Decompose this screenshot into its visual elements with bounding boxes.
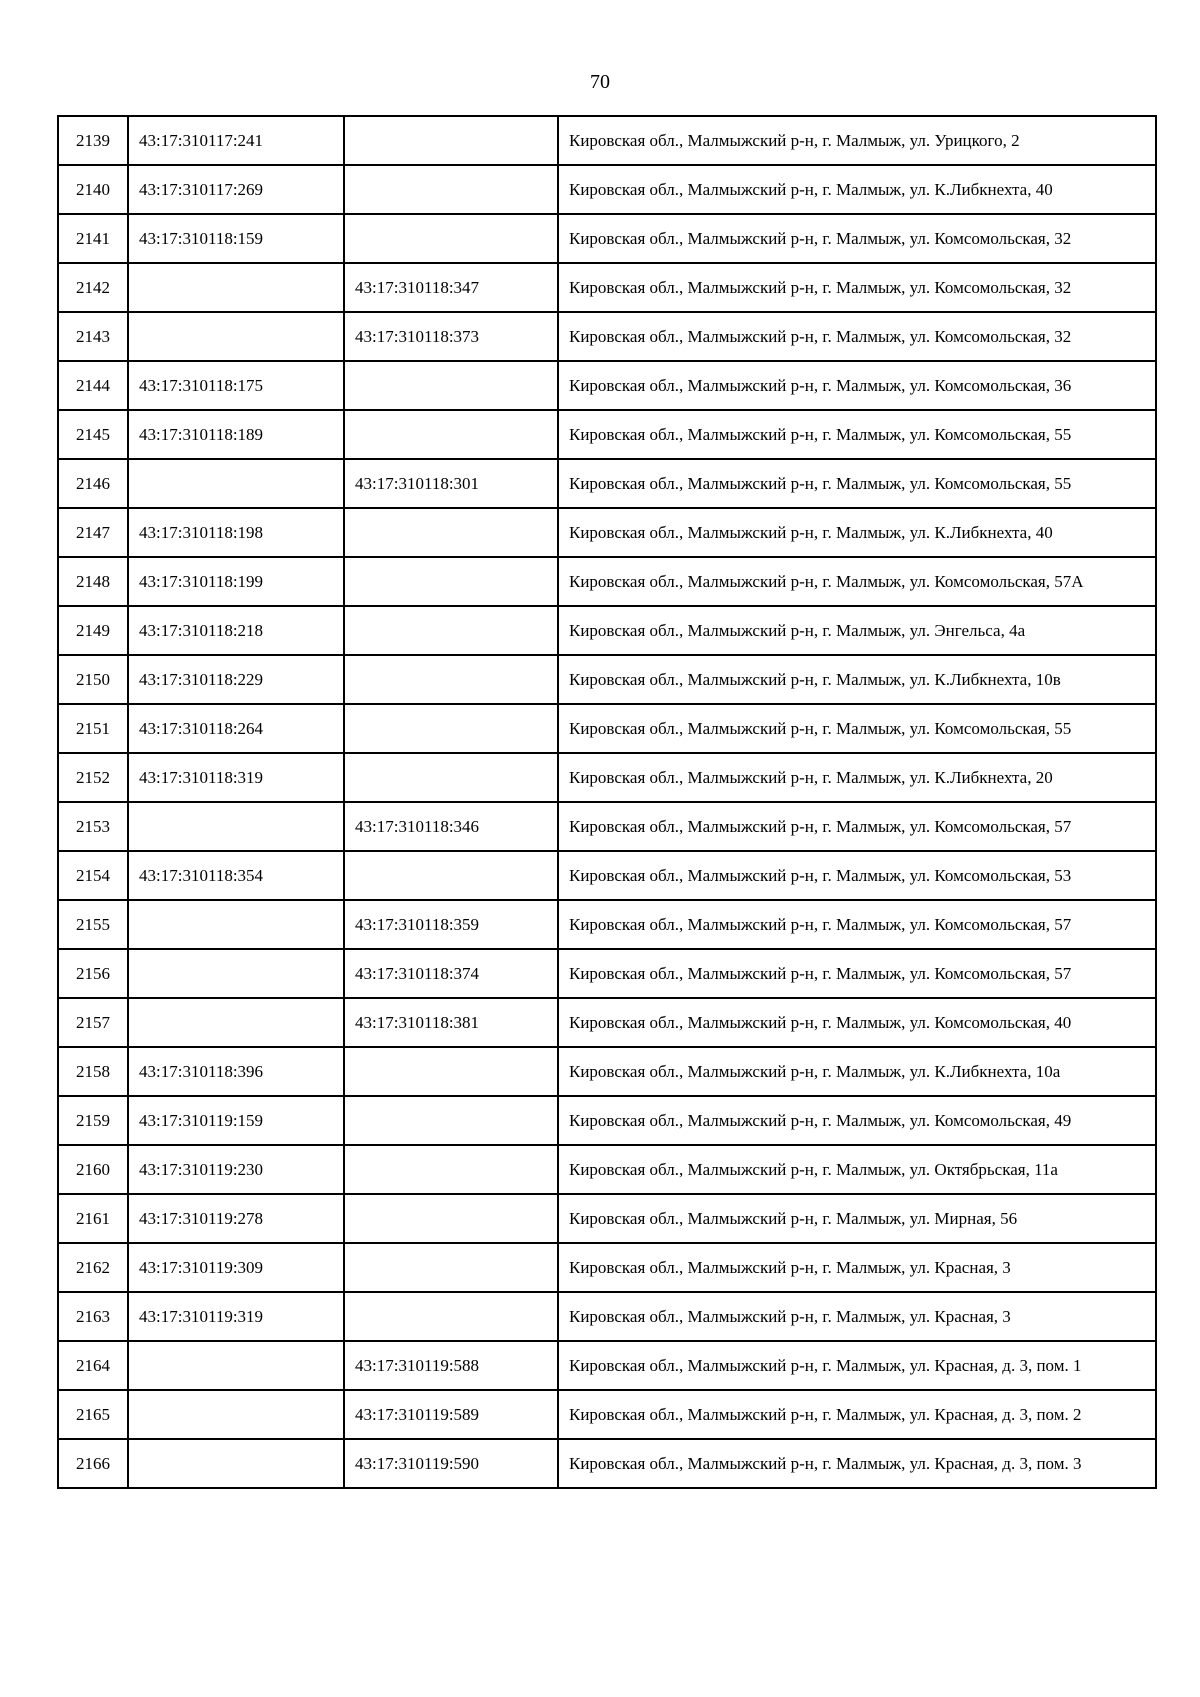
building-cadastral-number-cell xyxy=(344,557,558,606)
address-cell: Кировская обл., Малмыжский р-н, г. Малмыж, ул. Комсомольская, 55 xyxy=(558,459,1156,508)
land-cadastral-number-cell xyxy=(128,900,344,949)
land-cadastral-number-cell: 43:17:310118:354 xyxy=(128,851,344,900)
registry-table-body xyxy=(58,116,1156,1488)
page-number: 70 xyxy=(590,71,610,93)
building-cadastral-number-cell xyxy=(344,165,558,214)
land-cadastral-number-cell: 43:17:310119:159 xyxy=(128,1096,344,1145)
building-cadastral-number-cell xyxy=(344,1292,558,1341)
land-cadastral-number-cell: 43:17:310118:218 xyxy=(128,606,344,655)
table-row xyxy=(58,361,1156,410)
land-cadastral-number-cell: 43:17:310118:396 xyxy=(128,1047,344,1096)
address-cell: Кировская обл., Малмыжский р-н, г. Малмыж, ул. Комсомольская, 36 xyxy=(558,361,1156,410)
address-cell: Кировская обл., Малмыжский р-н, г. Малмыж, ул. Энгельса, 4а xyxy=(558,606,1156,655)
row-number-cell: 2156 xyxy=(58,949,128,998)
land-cadastral-number-cell xyxy=(128,1390,344,1439)
building-cadastral-number-cell xyxy=(344,1194,558,1243)
building-cadastral-number-cell: 43:17:310118:301 xyxy=(344,459,558,508)
table-row xyxy=(58,1439,1156,1488)
row-number-cell: 2150 xyxy=(58,655,128,704)
table-row xyxy=(58,557,1156,606)
land-cadastral-number-cell xyxy=(128,1439,344,1488)
table-row xyxy=(58,459,1156,508)
building-cadastral-number-cell: 43:17:310119:590 xyxy=(344,1439,558,1488)
table-row xyxy=(58,1292,1156,1341)
building-cadastral-number-cell: 43:17:310119:589 xyxy=(344,1390,558,1439)
row-number-cell: 2144 xyxy=(58,361,128,410)
row-number-cell: 2160 xyxy=(58,1145,128,1194)
land-cadastral-number-cell xyxy=(128,312,344,361)
land-cadastral-number-cell: 43:17:310118:159 xyxy=(128,214,344,263)
building-cadastral-number-cell xyxy=(344,655,558,704)
land-cadastral-number-cell xyxy=(128,949,344,998)
address-cell: Кировская обл., Малмыжский р-н, г. Малмыж, ул. Комсомольская, 57 xyxy=(558,900,1156,949)
row-number-cell: 2163 xyxy=(58,1292,128,1341)
address-cell: Кировская обл., Малмыжский р-н, г. Малмыж, ул. Комсомольская, 32 xyxy=(558,263,1156,312)
address-cell: Кировская обл., Малмыжский р-н, г. Малмыж, ул. Комсомольская, 55 xyxy=(558,704,1156,753)
table-row xyxy=(58,900,1156,949)
row-number-cell: 2157 xyxy=(58,998,128,1047)
address-cell: Кировская обл., Малмыжский р-н, г. Малмыж, ул. К.Либкнехта, 10а xyxy=(558,1047,1156,1096)
row-number-cell: 2151 xyxy=(58,704,128,753)
land-cadastral-number-cell: 43:17:310118:199 xyxy=(128,557,344,606)
address-cell: Кировская обл., Малмыжский р-н, г. Малмыж, ул. Комсомольская, 40 xyxy=(558,998,1156,1047)
table-row xyxy=(58,1341,1156,1390)
row-number-cell: 2149 xyxy=(58,606,128,655)
building-cadastral-number-cell: 43:17:310118:346 xyxy=(344,802,558,851)
building-cadastral-number-cell xyxy=(344,1047,558,1096)
building-cadastral-number-cell xyxy=(344,214,558,263)
table-row xyxy=(58,508,1156,557)
building-cadastral-number-cell xyxy=(344,851,558,900)
land-cadastral-number-cell: 43:17:310117:269 xyxy=(128,165,344,214)
building-cadastral-number-cell xyxy=(344,1145,558,1194)
table-row xyxy=(58,949,1156,998)
building-cadastral-number-cell: 43:17:310119:588 xyxy=(344,1341,558,1390)
row-number-cell: 2154 xyxy=(58,851,128,900)
table-row xyxy=(58,1194,1156,1243)
row-number-cell: 2142 xyxy=(58,263,128,312)
building-cadastral-number-cell xyxy=(344,116,558,165)
address-cell: Кировская обл., Малмыжский р-н, г. Малмыж, ул. Комсомольская, 57 xyxy=(558,949,1156,998)
row-number-cell: 2145 xyxy=(58,410,128,459)
address-cell: Кировская обл., Малмыжский р-н, г. Малмыж, ул. Комсомольская, 32 xyxy=(558,214,1156,263)
building-cadastral-number-cell xyxy=(344,1096,558,1145)
row-number-cell: 2158 xyxy=(58,1047,128,1096)
land-cadastral-number-cell: 43:17:310118:175 xyxy=(128,361,344,410)
address-cell: Кировская обл., Малмыжский р-н, г. Малмыж, ул. Комсомольская, 53 xyxy=(558,851,1156,900)
building-cadastral-number-cell: 43:17:310118:347 xyxy=(344,263,558,312)
address-cell: Кировская обл., Малмыжский р-н, г. Малмыж, ул. Комсомольская, 57 xyxy=(558,802,1156,851)
row-number-cell: 2152 xyxy=(58,753,128,802)
address-cell: Кировская обл., Малмыжский р-н, г. Малмыж, ул. Красная, 3 xyxy=(558,1292,1156,1341)
land-cadastral-number-cell: 43:17:310118:198 xyxy=(128,508,344,557)
land-cadastral-number-cell xyxy=(128,1341,344,1390)
land-cadastral-number-cell: 43:17:310118:264 xyxy=(128,704,344,753)
row-number-cell: 2165 xyxy=(58,1390,128,1439)
row-number-cell: 2162 xyxy=(58,1243,128,1292)
land-cadastral-number-cell: 43:17:310119:309 xyxy=(128,1243,344,1292)
address-cell: Кировская обл., Малмыжский р-н, г. Малмыж, ул. Комсомольская, 32 xyxy=(558,312,1156,361)
table-row xyxy=(58,1145,1156,1194)
row-number-cell: 2147 xyxy=(58,508,128,557)
address-cell: Кировская обл., Малмыжский р-н, г. Малмыж, ул. Комсомольская, 57А xyxy=(558,557,1156,606)
land-cadastral-number-cell xyxy=(128,802,344,851)
row-number-cell: 2141 xyxy=(58,214,128,263)
row-number-cell: 2143 xyxy=(58,312,128,361)
row-number-cell: 2161 xyxy=(58,1194,128,1243)
table-row xyxy=(58,1390,1156,1439)
table-row xyxy=(58,606,1156,655)
table-row xyxy=(58,998,1156,1047)
building-cadastral-number-cell xyxy=(344,704,558,753)
row-number-cell: 2153 xyxy=(58,802,128,851)
land-cadastral-number-cell: 43:17:310118:189 xyxy=(128,410,344,459)
row-number-cell: 2166 xyxy=(58,1439,128,1488)
building-cadastral-number-cell: 43:17:310118:359 xyxy=(344,900,558,949)
address-cell: Кировская обл., Малмыжский р-н, г. Малмыж, ул. Комсомольская, 55 xyxy=(558,410,1156,459)
table-row xyxy=(58,1096,1156,1145)
address-cell: Кировская обл., Малмыжский р-н, г. Малмыж, ул. Красная, д. 3, пом. 1 xyxy=(558,1341,1156,1390)
building-cadastral-number-cell: 43:17:310118:373 xyxy=(344,312,558,361)
building-cadastral-number-cell: 43:17:310118:374 xyxy=(344,949,558,998)
address-cell: Кировская обл., Малмыжский р-н, г. Малмыж, ул. К.Либкнехта, 40 xyxy=(558,165,1156,214)
row-number-cell: 2146 xyxy=(58,459,128,508)
table-row xyxy=(58,1047,1156,1096)
row-number-cell: 2155 xyxy=(58,900,128,949)
address-cell: Кировская обл., Малмыжский р-н, г. Малмыж, ул. Красная, д. 3, пом. 3 xyxy=(558,1439,1156,1488)
table-row xyxy=(58,851,1156,900)
building-cadastral-number-cell xyxy=(344,361,558,410)
table-row xyxy=(58,312,1156,361)
address-cell: Кировская обл., Малмыжский р-н, г. Малмыж, ул. Октябрьская, 11а xyxy=(558,1145,1156,1194)
table-row xyxy=(58,165,1156,214)
table-row xyxy=(58,655,1156,704)
address-cell: Кировская обл., Малмыжский р-н, г. Малмыж, ул. Мирная, 56 xyxy=(558,1194,1156,1243)
row-number-cell: 2159 xyxy=(58,1096,128,1145)
land-cadastral-number-cell xyxy=(128,998,344,1047)
table-row xyxy=(58,704,1156,753)
land-cadastral-number-cell: 43:17:310117:241 xyxy=(128,116,344,165)
building-cadastral-number-cell xyxy=(344,410,558,459)
land-cadastral-number-cell xyxy=(128,459,344,508)
building-cadastral-number-cell xyxy=(344,753,558,802)
registry-table xyxy=(57,115,1157,1489)
address-cell: Кировская обл., Малмыжский р-н, г. Малмыж, ул. Урицкого, 2 xyxy=(558,116,1156,165)
building-cadastral-number-cell xyxy=(344,606,558,655)
row-number-cell: 2164 xyxy=(58,1341,128,1390)
table-row xyxy=(58,214,1156,263)
address-cell: Кировская обл., Малмыжский р-н, г. Малмыж, ул. К.Либкнехта, 10в xyxy=(558,655,1156,704)
land-cadastral-number-cell: 43:17:310119:278 xyxy=(128,1194,344,1243)
land-cadastral-number-cell xyxy=(128,263,344,312)
address-cell: Кировская обл., Малмыжский р-н, г. Малмыж, ул. К.Либкнехта, 40 xyxy=(558,508,1156,557)
address-cell: Кировская обл., Малмыжский р-н, г. Малмыж, ул. Комсомольская, 49 xyxy=(558,1096,1156,1145)
building-cadastral-number-cell xyxy=(344,1243,558,1292)
land-cadastral-number-cell: 43:17:310118:229 xyxy=(128,655,344,704)
table-row xyxy=(58,263,1156,312)
table-row xyxy=(58,1243,1156,1292)
building-cadastral-number-cell xyxy=(344,508,558,557)
table-row xyxy=(58,116,1156,165)
table-row xyxy=(58,753,1156,802)
table-row xyxy=(58,410,1156,459)
row-number-cell: 2148 xyxy=(58,557,128,606)
row-number-cell: 2139 xyxy=(58,116,128,165)
address-cell: Кировская обл., Малмыжский р-н, г. Малмыж, ул. Красная, д. 3, пом. 2 xyxy=(558,1390,1156,1439)
land-cadastral-number-cell: 43:17:310118:319 xyxy=(128,753,344,802)
address-cell: Кировская обл., Малмыжский р-н, г. Малмыж, ул. К.Либкнехта, 20 xyxy=(558,753,1156,802)
table-row xyxy=(58,802,1156,851)
land-cadastral-number-cell: 43:17:310119:319 xyxy=(128,1292,344,1341)
row-number-cell: 2140 xyxy=(58,165,128,214)
land-cadastral-number-cell: 43:17:310119:230 xyxy=(128,1145,344,1194)
address-cell: Кировская обл., Малмыжский р-н, г. Малмыж, ул. Красная, 3 xyxy=(558,1243,1156,1292)
building-cadastral-number-cell: 43:17:310118:381 xyxy=(344,998,558,1047)
